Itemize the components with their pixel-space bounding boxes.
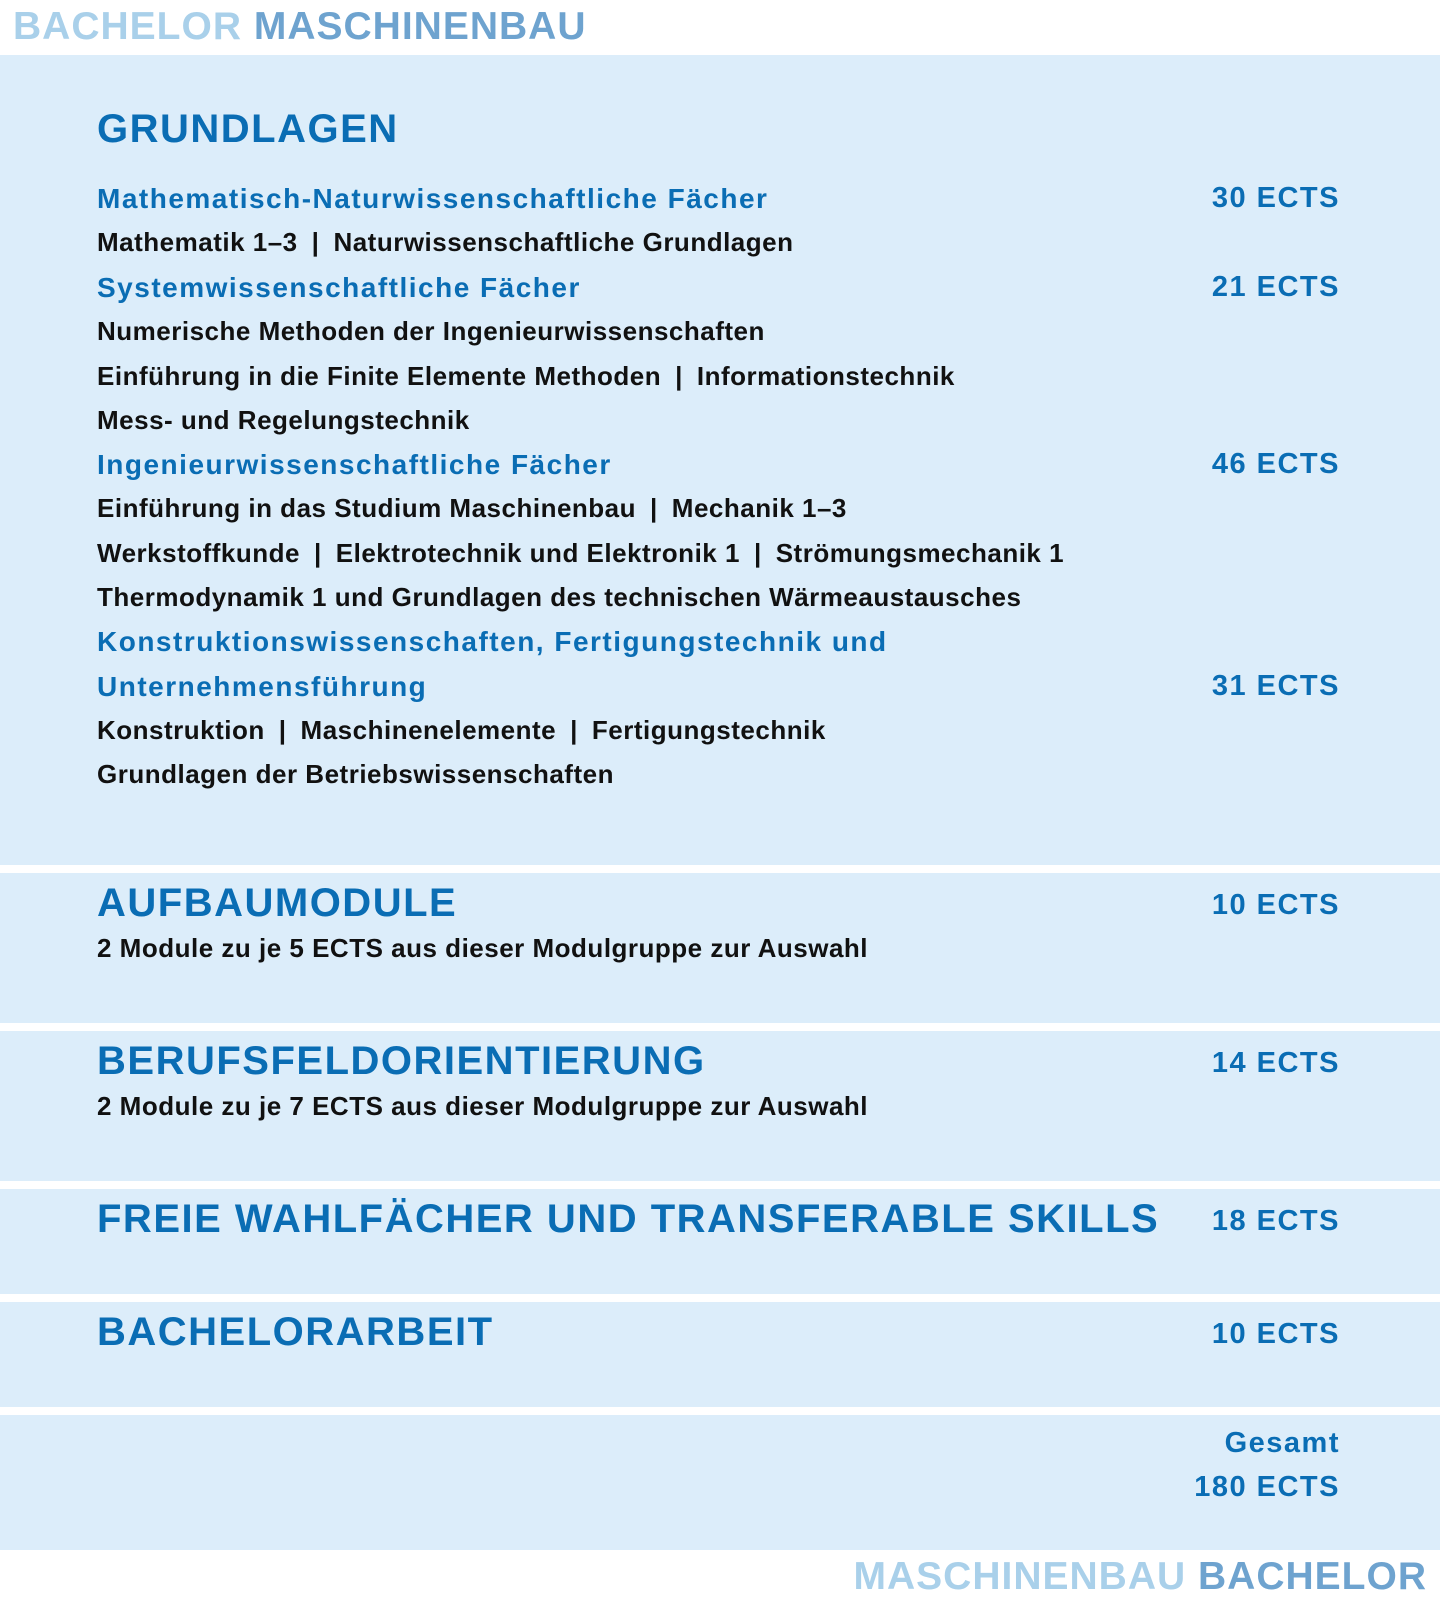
group-line-system-1 [97, 309, 765, 354]
separator: | [314, 538, 322, 568]
separator: | [311, 227, 320, 257]
page-footer [853, 1553, 1427, 1601]
separator: | [278, 715, 287, 745]
separator: | [650, 493, 658, 523]
group-line-ing-1 [97, 486, 847, 531]
header-word-maschinenbau: MASCHINENBAU [253, 5, 587, 48]
module-item: Strömungsmechanik 1 [775, 538, 1065, 568]
header-word-bachelor: BACHELOR [13, 5, 242, 48]
group-line-konstruktion-2 [97, 752, 614, 797]
module-item: Fertigungstechnik [591, 715, 826, 745]
section-ects-berufsfeldorientierung: 14 ECTS [1211, 1047, 1340, 1079]
module-item: Numerische Methoden der Ingenieurwissenschaften [97, 316, 765, 346]
separator: | [570, 715, 578, 745]
section-berufsfeldorientierung [0, 1031, 1440, 1181]
section-title-aufbaumodule: AUFBAUMODULE [97, 881, 458, 925]
group-ects-konstruktion: 31 ECTS [1211, 670, 1340, 702]
section-freie-wahlfaecher [0, 1189, 1440, 1294]
total-ects: 180 ECTS [1194, 1471, 1340, 1503]
module-item: Naturwissenschaftliche Grundlagen [333, 227, 794, 257]
group-title-math-nat: Mathematisch-Naturwissenschaftliche Fächer [97, 183, 769, 214]
module-item: Thermodynamik 1 und Grundlagen des technischen Wärmeaustausches [97, 582, 1022, 612]
group-ects-ing: 46 ECTS [1211, 448, 1340, 480]
group-line-system-2 [97, 354, 955, 399]
module-item: Werkstoffkunde [97, 538, 300, 568]
section-ects-bachelorarbeit: 10 ECTS [1211, 1318, 1340, 1350]
section-title-grundlagen: GRUNDLAGEN [97, 107, 399, 151]
section-ects-aufbaumodule: 10 ECTS [1211, 889, 1340, 921]
group-title-konstruktion-line2: Unternehmensführung [97, 671, 428, 702]
footer-word-bachelor: BACHELOR [1198, 1555, 1427, 1598]
separator: | [753, 538, 762, 568]
module-item: Elektrotechnik und Elektronik 1 [335, 538, 740, 568]
module-item: Mess- und Regelungstechnik [97, 405, 470, 435]
section-total [0, 1415, 1440, 1550]
page-header [13, 3, 587, 51]
group-ects-system: 21 ECTS [1211, 271, 1340, 303]
section-ects-freie-wahlfaecher: 18 ECTS [1211, 1205, 1340, 1237]
section-title-bachelorarbeit: BACHELORARBEIT [97, 1310, 494, 1354]
module-item: Maschinenelemente [300, 715, 557, 745]
group-ects-math-nat: 30 ECTS [1211, 182, 1340, 214]
group-title-system: Systemwissenschaftliche Fächer [97, 272, 581, 303]
section-title-berufsfeldorientierung: BERUFSFELDORIENTIERUNG [97, 1039, 706, 1083]
total-label: Gesamt [1224, 1427, 1340, 1459]
group-line-math-nat-1 [97, 220, 794, 265]
module-item: Mathematik 1–3 [97, 227, 298, 257]
section-grundlagen [0, 55, 1440, 865]
module-item: Grundlagen der Betriebswissenschaften [97, 759, 614, 789]
section-bachelorarbeit [0, 1302, 1440, 1407]
section-desc-berufsfeldorientierung: 2 Module zu je 7 ECTS aus dieser Modulgruppe zur Auswahl [97, 1091, 869, 1121]
module-item: Einführung in die Finite Elemente Methoden [97, 361, 662, 391]
section-title-freie-wahlfaecher: FREIE WAHLFÄCHER UND TRANSFERABLE SKILLS [97, 1197, 1160, 1241]
group-line-ing-2 [97, 531, 1064, 576]
section-aufbaumodule [0, 873, 1440, 1023]
module-item: Mechanik 1–3 [671, 493, 847, 523]
group-title-konstruktion-line1: Konstruktionswissenschaften, Fertigungstechnik und [97, 626, 888, 657]
section-desc-aufbaumodule: 2 Module zu je 5 ECTS aus dieser Modulgruppe zur Auswahl [97, 933, 869, 963]
group-line-system-3 [97, 398, 470, 443]
separator: | [675, 361, 683, 391]
module-item: Einführung in das Studium Maschinenbau [97, 493, 637, 523]
group-line-konstruktion-1 [97, 708, 826, 753]
footer-word-maschinenbau: MASCHINENBAU [853, 1555, 1187, 1598]
module-item: Informationstechnik [696, 361, 955, 391]
module-item: Konstruktion [97, 715, 265, 745]
group-line-ing-3 [97, 575, 1021, 620]
group-title-ing: Ingenieurwissenschaftliche Fächer [97, 449, 612, 480]
